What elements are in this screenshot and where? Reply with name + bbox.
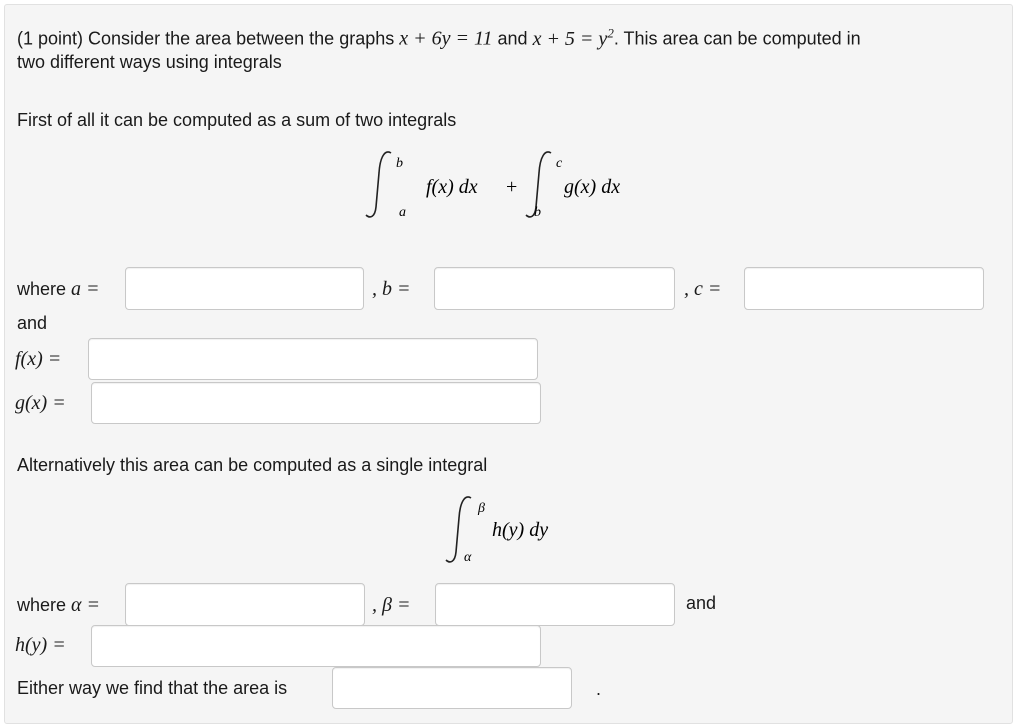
- beta-label: , β =: [372, 594, 411, 616]
- conclusion-text: Either way we find that the area is: [17, 678, 288, 698]
- f-input[interactable]: [88, 338, 538, 380]
- integral-lower-limit: α: [464, 550, 472, 565]
- c-input[interactable]: [744, 267, 984, 310]
- integral1-upper-limit: b: [396, 156, 403, 171]
- and-text-2: and: [686, 593, 717, 613]
- plus-sign: +: [506, 176, 518, 198]
- problem-statement: [17, 22, 861, 50]
- h-label: h(y) =: [15, 634, 66, 656]
- alpha-label-math: α =: [71, 594, 101, 616]
- equation-parabola-exponent: 2: [607, 25, 614, 40]
- part1-heading: First of all it can be computed as a sum of two integrals: [17, 110, 457, 130]
- sum-of-integrals-formula: [360, 145, 660, 225]
- a-input[interactable]: [125, 267, 364, 310]
- integral-sign-1: [366, 152, 391, 217]
- integral-integrand: h(y) dy: [492, 519, 549, 541]
- equation-parabola-lhs: x + 5 = y: [532, 27, 608, 50]
- single-integral-formula: [440, 490, 600, 570]
- and-text: and: [17, 313, 48, 333]
- intro-suffix: . This area can be computed in: [613, 28, 861, 49]
- c-label: , c =: [684, 278, 722, 300]
- beta-input[interactable]: [435, 583, 675, 626]
- where-text: where: [17, 279, 72, 299]
- integral2-lower-limit: b: [534, 205, 541, 220]
- conclusion-period: .: [596, 679, 602, 699]
- a-label: [17, 277, 100, 301]
- area-input[interactable]: [332, 667, 572, 709]
- h-input[interactable]: [91, 625, 541, 667]
- g-input[interactable]: [91, 382, 541, 424]
- a-label-math: a =: [71, 278, 100, 300]
- alpha-input[interactable]: [125, 583, 365, 626]
- part2-heading: Alternatively this area can be computed as a single integral: [17, 455, 488, 475]
- equation-parabola: [532, 25, 614, 50]
- integral-upper-limit: β: [478, 501, 485, 516]
- intro-and: and: [492, 28, 533, 49]
- integral1-lower-limit: a: [399, 205, 406, 220]
- intro-line2: two different ways using integrals: [17, 52, 282, 72]
- b-label: , b =: [372, 278, 411, 300]
- g-label: g(x) =: [15, 392, 66, 414]
- alpha-label: [17, 593, 100, 617]
- integral1-integrand: f(x) dx: [426, 176, 478, 198]
- b-input[interactable]: [434, 267, 675, 310]
- where-text-2: where: [17, 595, 72, 615]
- integral2-integrand: g(x) dx: [564, 176, 621, 198]
- integral2-upper-limit: c: [556, 156, 563, 171]
- intro-prefix: (1 point) Consider the area between the graphs: [17, 28, 400, 49]
- f-label: f(x) =: [15, 348, 62, 370]
- equation-line: x + 6y = 11: [399, 27, 493, 50]
